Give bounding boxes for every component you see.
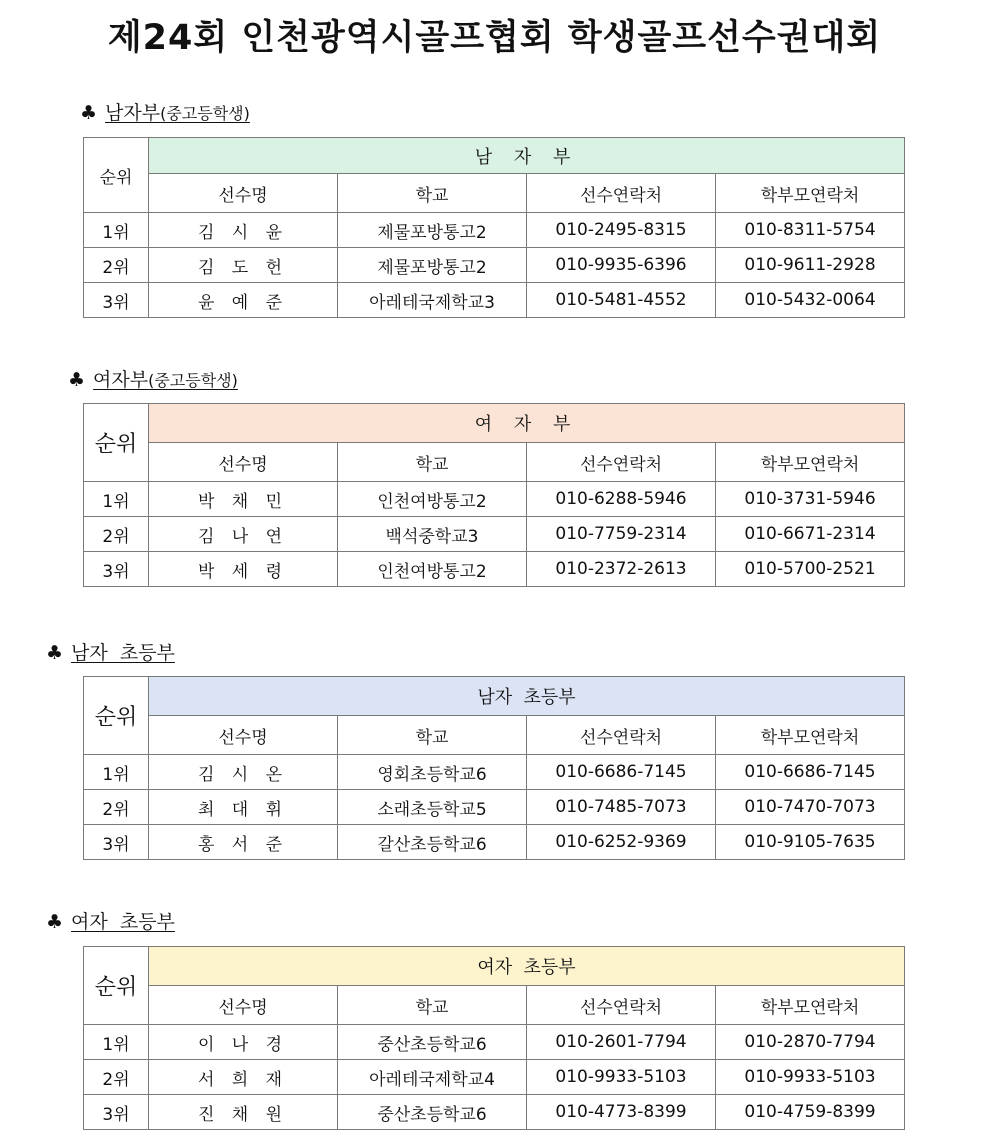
parent-contact-cell: 010-2870-7794	[716, 1025, 905, 1060]
column-header-name: 선수명	[149, 443, 338, 482]
parent-contact-cell: 010-9933-5103	[716, 1060, 905, 1095]
name-cell: 박 세 령	[149, 552, 338, 587]
table-row	[84, 248, 905, 283]
rank-header: 순위	[84, 404, 149, 482]
name-cell: 김 도 헌	[149, 248, 338, 283]
parent-contact-cell: 010-6686-7145	[716, 755, 905, 790]
rank-header: 순위	[84, 677, 149, 755]
player-contact-cell: 010-2495-8315	[527, 213, 716, 248]
parent-contact-cell: 010-4759-8399	[716, 1095, 905, 1130]
rank-cell: 2위	[84, 517, 149, 552]
table-row	[84, 1060, 905, 1095]
category-header: 여 자 부	[149, 404, 905, 443]
school-cell: 영회초등학교6	[338, 755, 527, 790]
club-suit-icon: ♣	[80, 102, 98, 124]
parent-contact-cell: 010-5700-2521	[716, 552, 905, 587]
table-row	[84, 517, 905, 552]
parent-contact-cell: 010-7470-7073	[716, 790, 905, 825]
parent-contact-cell: 010-8311-5754	[716, 213, 905, 248]
table-row	[84, 482, 905, 517]
rank-cell: 2위	[84, 1060, 149, 1095]
parent-contact-cell: 010-9611-2928	[716, 248, 905, 283]
school-cell: 갈산초등학교6	[338, 825, 527, 860]
school-cell: 아레테국제학교4	[338, 1060, 527, 1095]
club-suit-icon: ♣	[46, 911, 64, 933]
school-cell: 인천여방통고2	[338, 552, 527, 587]
rank-cell: 3위	[84, 552, 149, 587]
rank-header: 순위	[84, 947, 149, 1025]
rank-cell: 1위	[84, 1025, 149, 1060]
section-heading-boys-elementary: ♣ 남자 초등부	[46, 642, 175, 664]
player-contact-cell: 010-7485-7073	[527, 790, 716, 825]
name-cell: 김 시 온	[149, 755, 338, 790]
parent-contact-cell: 010-5432-0064	[716, 283, 905, 318]
column-header-school: 학교	[338, 174, 527, 213]
player-contact-cell: 010-4773-8399	[527, 1095, 716, 1130]
rank-header: 순위	[84, 138, 149, 213]
table-row	[84, 825, 905, 860]
school-cell: 제물포방통고2	[338, 248, 527, 283]
results-table-boys-elementary	[83, 676, 905, 860]
player-contact-cell: 010-6686-7145	[527, 755, 716, 790]
table-row	[84, 755, 905, 790]
section-heading-girls-elementary: ♣ 여자 초등부	[46, 911, 175, 933]
rank-cell: 1위	[84, 755, 149, 790]
column-header-player-contact: 선수연락처	[527, 716, 716, 755]
section-heading-girls-secondary: ♣ 여자부(중고등학생)	[68, 369, 238, 391]
table-row	[84, 213, 905, 248]
column-header-parent-contact: 학부모연락처	[716, 443, 905, 482]
player-contact-cell: 010-6252-9369	[527, 825, 716, 860]
name-cell: 박 채 민	[149, 482, 338, 517]
column-header-name: 선수명	[149, 716, 338, 755]
column-header-school: 학교	[338, 716, 527, 755]
rank-cell: 2위	[84, 790, 149, 825]
column-header-player-contact: 선수연락처	[527, 443, 716, 482]
school-cell: 인천여방통고2	[338, 482, 527, 517]
name-cell: 이 나 경	[149, 1025, 338, 1060]
category-header: 남자 초등부	[149, 677, 905, 716]
column-header-name: 선수명	[149, 174, 338, 213]
column-header-player-contact: 선수연락처	[527, 174, 716, 213]
column-header-parent-contact: 학부모연락처	[716, 716, 905, 755]
name-cell: 진 채 원	[149, 1095, 338, 1130]
school-cell: 백석중학교3	[338, 517, 527, 552]
school-cell: 제물포방통고2	[338, 213, 527, 248]
player-contact-cell: 010-9933-5103	[527, 1060, 716, 1095]
name-cell: 김 시 윤	[149, 213, 338, 248]
school-cell: 소래초등학교5	[338, 790, 527, 825]
table-row	[84, 283, 905, 318]
column-header-parent-contact: 학부모연락처	[716, 986, 905, 1025]
rank-cell: 1위	[84, 482, 149, 517]
player-contact-cell: 010-5481-4552	[527, 283, 716, 318]
name-cell: 윤 예 준	[149, 283, 338, 318]
player-contact-cell: 010-9935-6396	[527, 248, 716, 283]
results-table-boys-secondary	[83, 137, 905, 318]
rank-cell: 3위	[84, 283, 149, 318]
table-row	[84, 1095, 905, 1130]
rank-cell: 1위	[84, 213, 149, 248]
table-row	[84, 790, 905, 825]
results-table-girls-secondary	[83, 403, 905, 587]
column-header-school: 학교	[338, 986, 527, 1025]
section-heading-boys-secondary: ♣ 남자부(중고등학생)	[80, 102, 250, 124]
school-cell: 중산초등학교6	[338, 1095, 527, 1130]
category-header: 여자 초등부	[149, 947, 905, 986]
column-header-name: 선수명	[149, 986, 338, 1025]
player-contact-cell: 010-2601-7794	[527, 1025, 716, 1060]
rank-cell: 3위	[84, 1095, 149, 1130]
name-cell: 서 희 재	[149, 1060, 338, 1095]
name-cell: 최 대 휘	[149, 790, 338, 825]
school-cell: 아레테국제학교3	[338, 283, 527, 318]
page-title: 제24회 인천광역시골프협회 학생골프선수권대회	[107, 18, 882, 58]
rank-cell: 2위	[84, 248, 149, 283]
player-contact-cell: 010-2372-2613	[527, 552, 716, 587]
category-header: 남 자 부	[149, 138, 905, 174]
column-header-player-contact: 선수연락처	[527, 986, 716, 1025]
parent-contact-cell: 010-6671-2314	[716, 517, 905, 552]
player-contact-cell: 010-6288-5946	[527, 482, 716, 517]
parent-contact-cell: 010-9105-7635	[716, 825, 905, 860]
table-row	[84, 552, 905, 587]
column-header-parent-contact: 학부모연락처	[716, 174, 905, 213]
club-suit-icon: ♣	[46, 642, 64, 664]
table-row	[84, 1025, 905, 1060]
club-suit-icon: ♣	[68, 369, 86, 391]
rank-cell: 3위	[84, 825, 149, 860]
results-table-girls-elementary	[83, 946, 905, 1130]
column-header-school: 학교	[338, 443, 527, 482]
name-cell: 홍 서 준	[149, 825, 338, 860]
parent-contact-cell: 010-3731-5946	[716, 482, 905, 517]
name-cell: 김 나 연	[149, 517, 338, 552]
school-cell: 중산초등학교6	[338, 1025, 527, 1060]
player-contact-cell: 010-7759-2314	[527, 517, 716, 552]
